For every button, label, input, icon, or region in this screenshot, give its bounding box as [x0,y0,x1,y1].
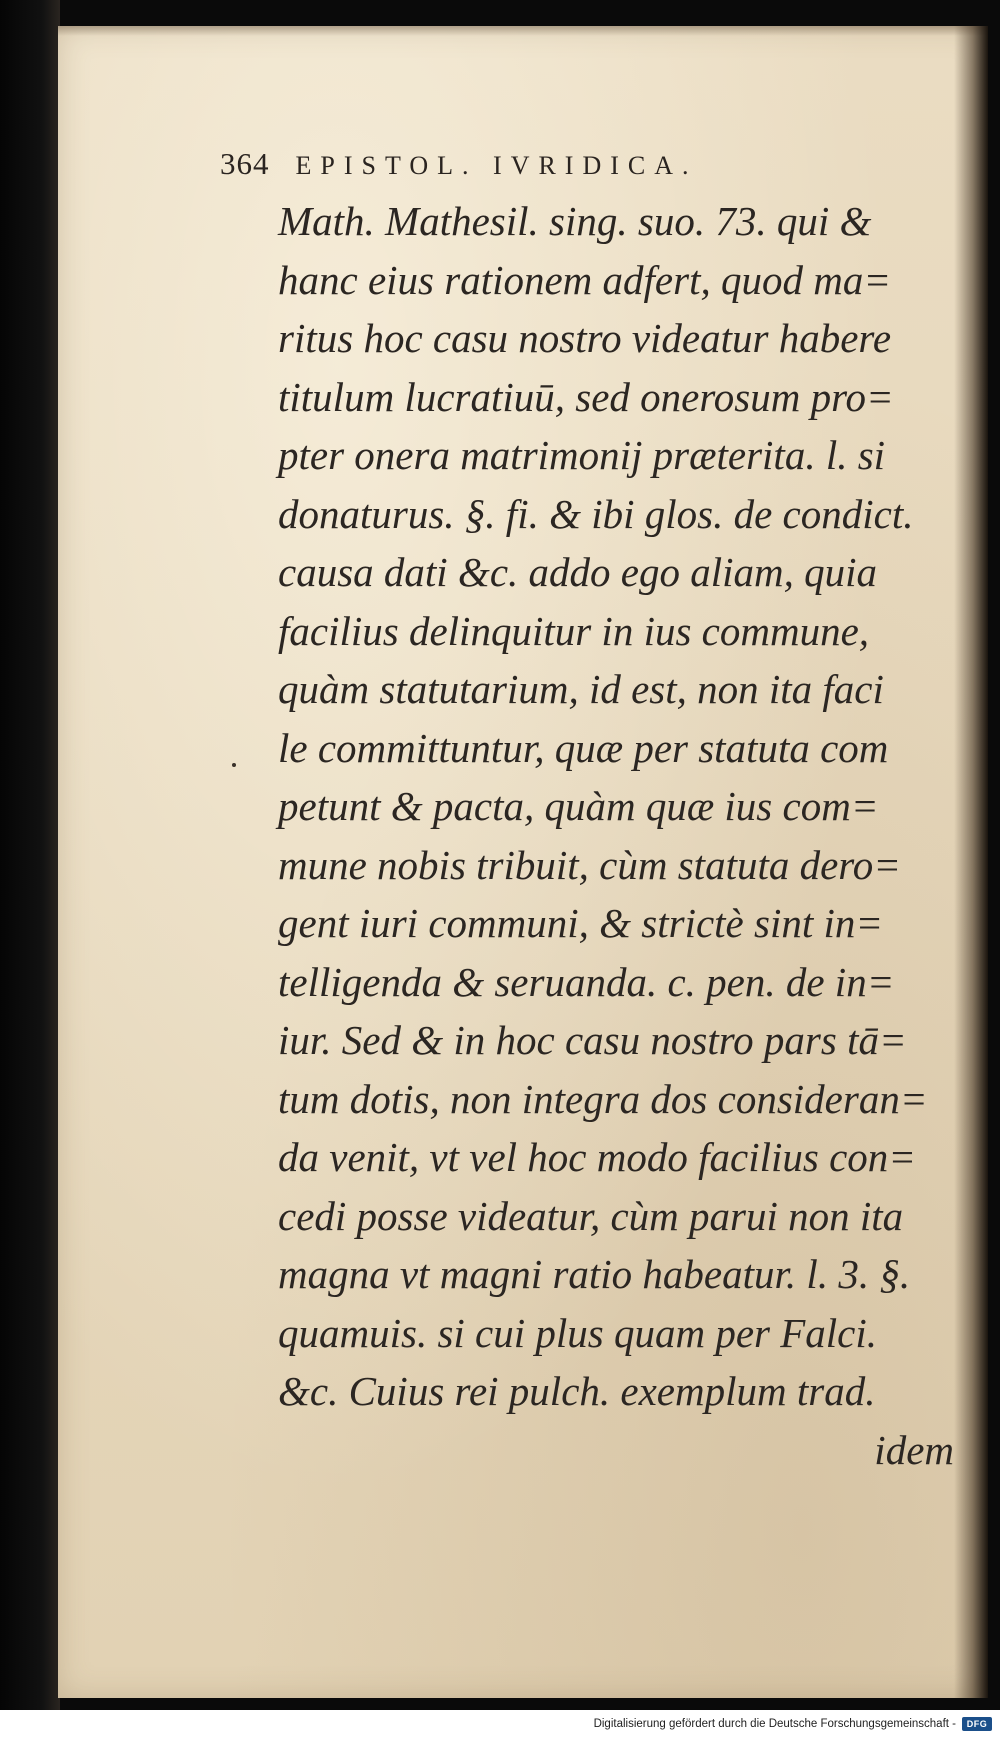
text-line: hanc eius rationem adfert, quod ma= [278,256,891,303]
text-line: gent iuri communi, & strictè sint in= [278,900,884,946]
text-line: causa dati &c. addo ego aliam, quia [278,549,878,595]
page-shadow [58,26,988,36]
text-line: donaturus. §. fi. & ibi glos. de condict. [278,490,914,537]
catchword: idem [874,1426,954,1473]
ink-speck [232,763,236,767]
text-line: quàm statutarium, id est, non ita faci [278,666,884,712]
scan-border-left [0,0,60,1740]
running-head [220,144,920,184]
dfg-logo[interactable]: DFG [962,1717,992,1731]
text-line: &c. Cuius rei pulch. exemplum trad. [278,1368,876,1414]
text-line: facilius delinquitur in ius commune, [278,607,870,654]
text-line: le committuntur, quæ per statuta com [278,724,889,771]
funding-credit: Digitalisierung gefördert durch die Deutsche Forschungsgemeinschaft - [593,1718,956,1730]
text-line: tum dotis, non integra dos consideran= [278,1075,928,1122]
page-number: 364 [220,146,270,181]
text-line: da venit, vt vel hoc modo facilius con= [278,1134,916,1180]
text-line: cedi posse videatur, cùm parui non ita [278,1192,904,1239]
text-line: ritus hoc casu nostro videatur habere [278,315,892,361]
page-fore-edge [954,26,988,1698]
text-line: pter onera matrimonij præterita. l. si [278,432,886,478]
text-line: petunt & pacta, quàm quæ ius com= [278,783,879,829]
digitization-footer [0,1710,1000,1740]
text-line: mune nobis tribuit, cùm statuta dero= [278,841,901,888]
text-line: Math. Mathesil. sing. suo. 73. qui & [278,198,872,244]
text-line: quamuis. si cui plus quam per Falci. [278,1309,878,1356]
body-text [278,192,958,1479]
text-line: telligenda & seruanda. c. pen. de in= [278,958,895,1005]
text-line: iur. Sed & in hoc casu nostro pars tā= [278,1017,907,1063]
running-head-title: EPISTOL. IVRIDICA. [295,151,698,180]
text-line: magna vt magni ratio habeatur. l. 3. §. [278,1251,911,1297]
text-line: titulum lucratiuū, sed onerosum pro= [278,373,894,420]
